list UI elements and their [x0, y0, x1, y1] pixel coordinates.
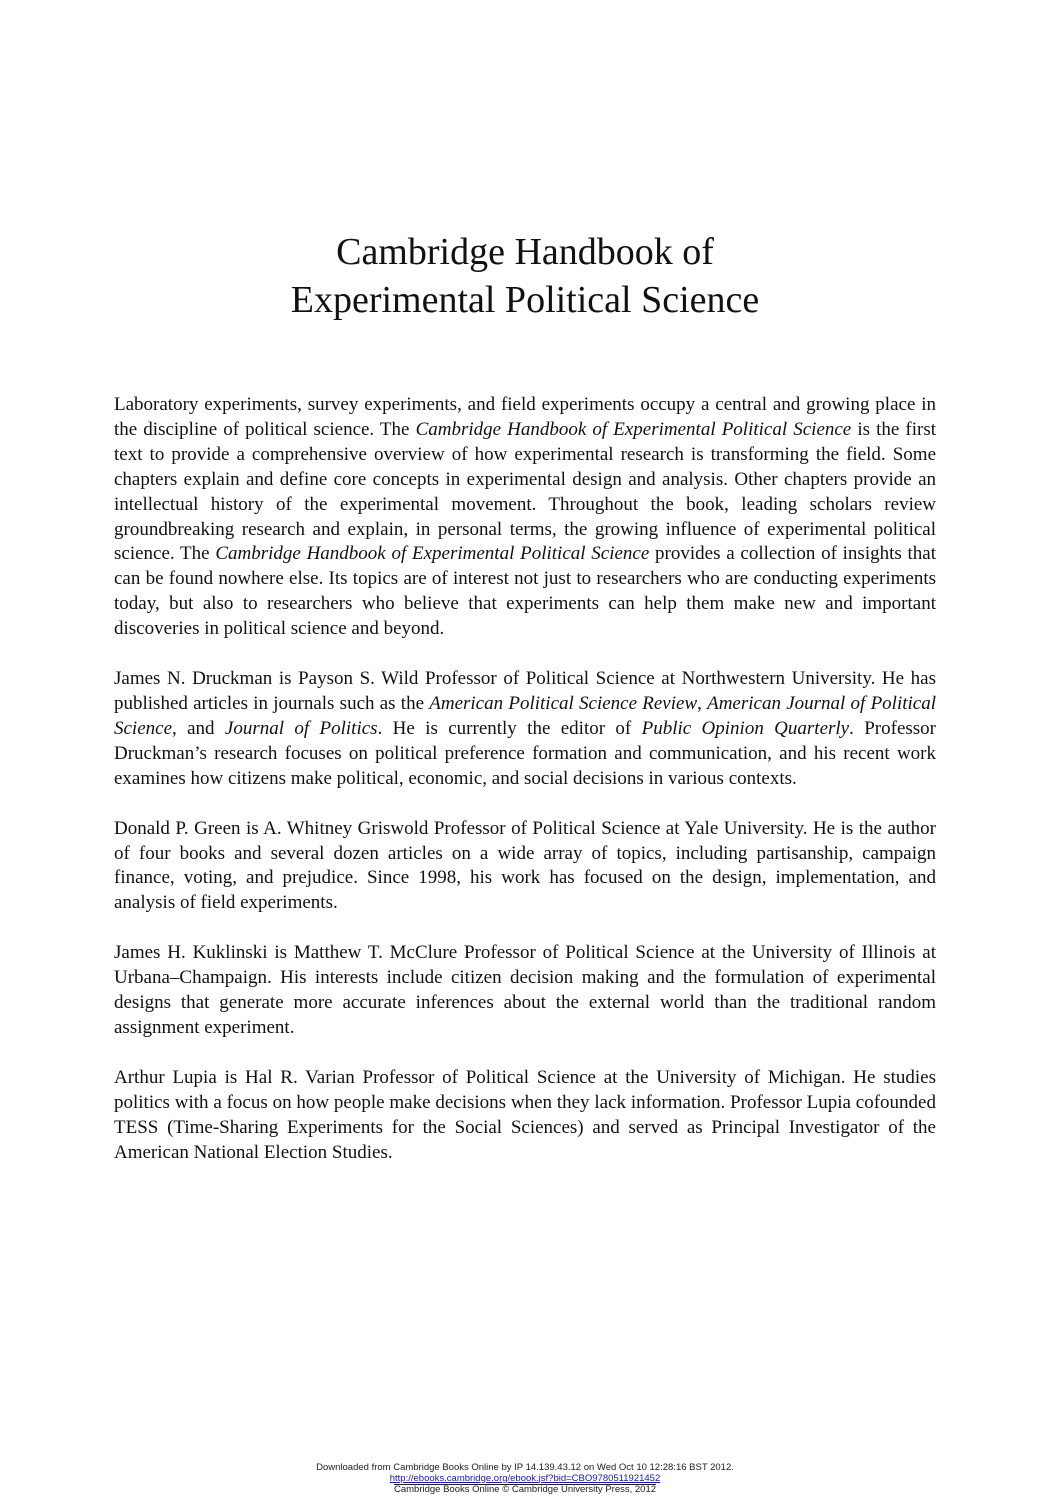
druckman-bio-text-2: , — [697, 692, 708, 714]
kuklinski-bio-paragraph: James H. Kuklinski is Matthew T. McClure Professor of Political Science at the University of Illinois at Urbana–Champaign. His interests include citizen decision making and the formulation of experimental designs that generate more accurate inferences about the external world than the traditional random assignment experiment. — [114, 942, 936, 1038]
journal-jop: Journal of Politics — [224, 717, 378, 739]
page-body — [114, 393, 936, 1190]
description-text-3: provides a collection of insights that can be found nowhere else. Its topics are of interest not just to researchers who are conducting experiments today, but also to researchers who believe that experiments can help them make new and important discoveries in political science and beyond. — [114, 543, 936, 640]
description-text-1: Laboratory experiments, survey experiments, and field experiments occupy a central and growing place in the discipline of political science. The — [114, 394, 936, 440]
druckman-bio-text-1: James N. Druckman is Payson S. Wild Professor of Political Science at Northwestern University. He has published articles in journals such as the — [114, 668, 936, 714]
journal-apsr: American Political Science Review — [429, 692, 698, 714]
green-bio-paragraph: Donald P. Green is A. Whitney Griswold Professor of Political Science at Yale University. He is the author of four books and several dozen articles on a wide array of topics, including partisanship, campaign finance, voting, and prejudice. Since 1998, his work has focused on the design, implementation, and analysis of field experiments. — [114, 817, 936, 914]
journal-ajps: American Journal of Political Science — [114, 692, 936, 739]
ebook-url-link[interactable]: http://ebooks.cambridge.org/ebook.jsf?bid=CBO9780511921452 — [389, 1472, 661, 1484]
lupia-bio-paragraph: Arthur Lupia is Hal R. Varian Professor of Political Science at the University of Michigan. He studies politics with a focus on how people make decisions when they lack information. Professor Lupia cofounded TESS (Time-Sharing Experiments for the Social Sciences) and served as Principal Investigator of the American National Election Studies. — [114, 1066, 936, 1163]
description-book-title-2: Cambridge Handbook of Experimental Political Science — [215, 543, 650, 565]
book-title-line-2: Experimental Political Science — [290, 279, 760, 321]
copyright-notice: Cambridge Books Online © Cambridge University Press, 2012 — [393, 1484, 657, 1495]
download-notice: Downloaded from Cambridge Books Online by IP 14.139.43.12 on Wed Oct 10 12:28:16 BST 2012. — [316, 1462, 734, 1473]
description-book-title-1: Cambridge Handbook of Experimental Political Science — [415, 418, 852, 440]
download-footer — [0, 1463, 1050, 1496]
druckman-bio-text-4: . He is currently the editor of — [377, 717, 642, 739]
book-title-line-1: Cambridge Handbook of — [336, 231, 714, 273]
journal-poq: Public Opinion Quarterly — [641, 717, 850, 739]
druckman-bio-text-3: , and — [172, 717, 225, 739]
druckman-bio-text-5: . Professor Druckman’s research focuses on political preference formation and communication, and his recent work examines how citizens make political, economic, and social decisions in various contexts. — [114, 717, 937, 789]
description-text-2: is the first text to provide a comprehensive overview of how experimental research is transforming the field. Some chapters explain and define core concepts in experimental design and analysis. Other chapters provide an intellectual history of the experimental movement. Throughout the book, leading scholars review groundbreaking research and explain, in personal terms, the growing influence of experimental political science. The — [114, 418, 937, 565]
book-title — [0, 228, 1050, 324]
book-description-paragraph — [114, 393, 936, 642]
druckman-bio-paragraph — [114, 667, 936, 792]
